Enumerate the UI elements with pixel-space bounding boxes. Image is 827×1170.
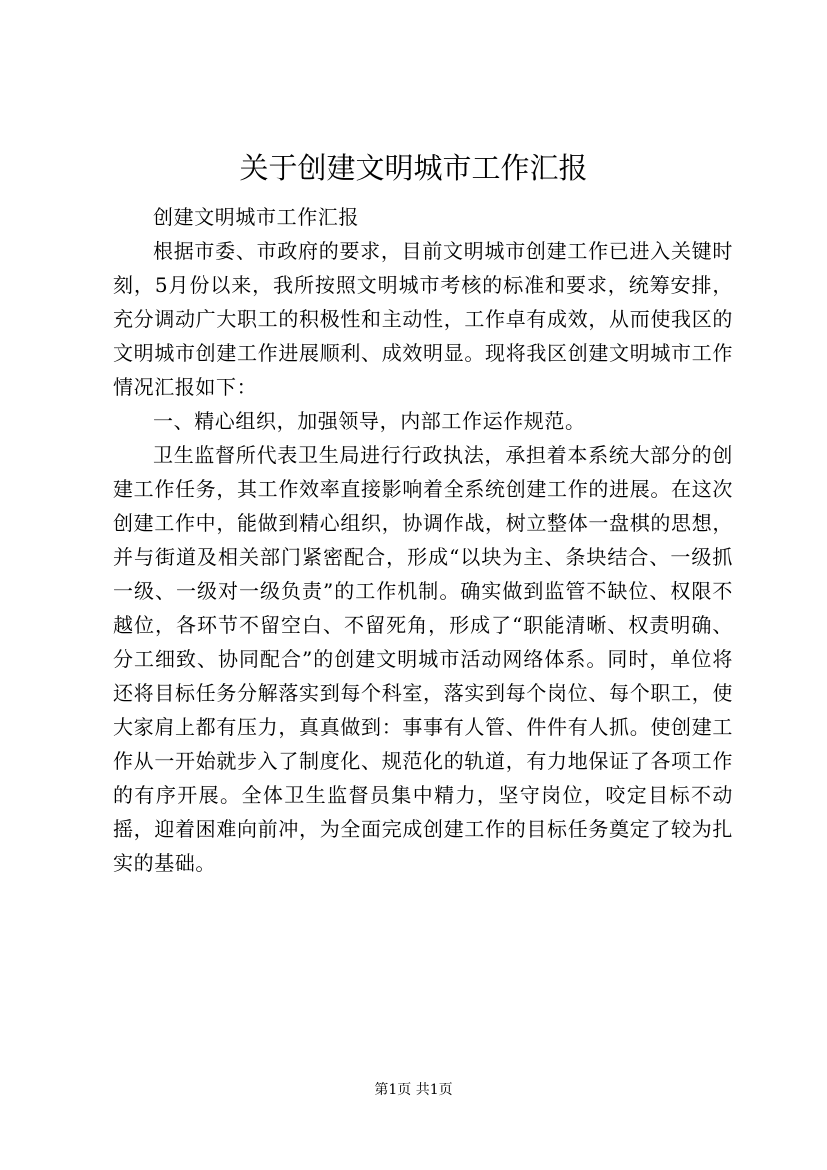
intro-paragraph: 根据市委、市政府的要求，目前文明城市创建工作已进入关键时刻，5月份以来，我所按照文明城市考核的标准和要求，统筹安排，充分调动广大职工的积极性和主动性，工作卓有成效，从而使我区的文明城市创建工作进展顺利、成效明显。现将我区创建文明城市工作情况汇报如下：: [113, 239, 733, 399]
document-title: 关于创建文明城市工作汇报: [239, 151, 588, 185]
subtitle-paragraph: 创建文明城市工作汇报: [153, 205, 359, 229]
section-heading-1: 一、精心组织，加强领导，内部工作运作规范。: [153, 409, 586, 433]
section-1-paragraph: 卫生监督所代表卫生局进行行政执法，承担着本系统大部分的创建工作任务，其工作效率直接影响着全系统创建工作的进展。在这次创建工作中，能做到精心组织，协调作战，树立整体一盘棋的思想，并与街道及相关部门紧密配合，形成“以块为主、条块结合、一级抓一级、一级对一级负责”的工作机制。确实做到监管不缺位、权限不越位，各环节不留空白、不留死角，形成了“职能清晰、权责明确、分工细致、协同配合”的创建文明城市活动网络体系。同时，单位将还将目标任务分解落实到每个科室，落实到每个岗位、每个职工，使大家肩上都有压力，真真做到：事事有人管、件件有人抓。使创建工作从一开始就步入了制度化、规范化的轨道，有力地保证了各项工作的有序开展。全体卫生监督员集中精力，坚守岗位，咬定目标不动摇，迎着困难向前冲，为全面完成创建工作的目标任务奠定了较为扎实的基础。: [113, 443, 733, 875]
document-body: [113, 200, 733, 880]
page-footer: 第1页 共1页: [374, 1082, 453, 1098]
